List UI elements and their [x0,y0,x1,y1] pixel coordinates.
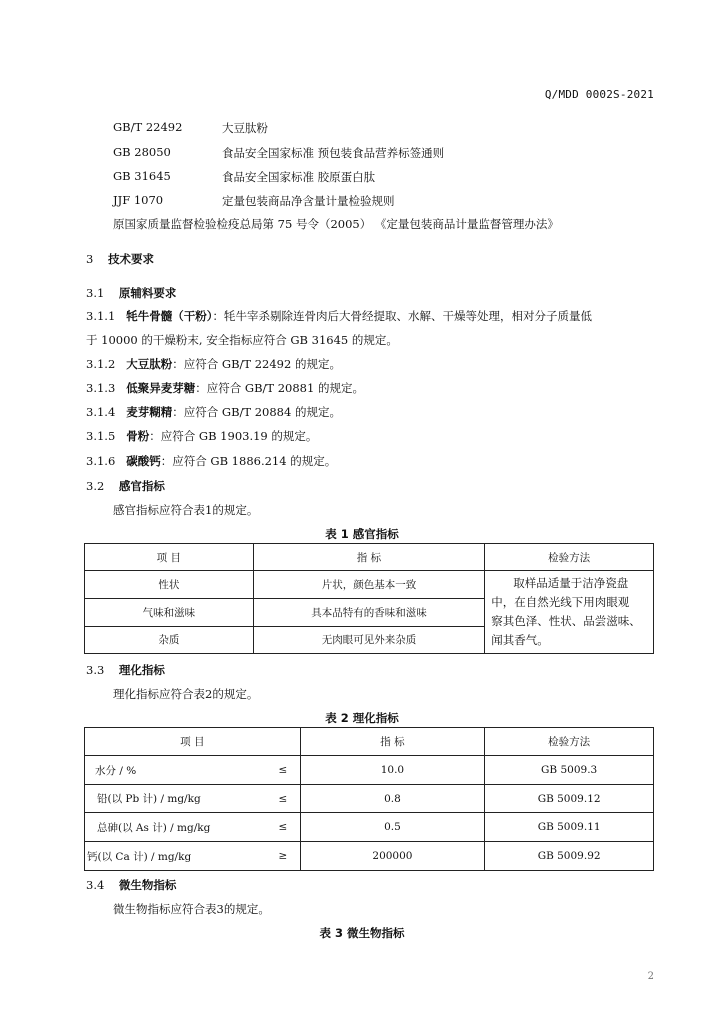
table-cell: 10.0 [300,756,485,785]
item-3-1-4 [86,404,341,420]
item-text: ：应符合 GB 1903.19 的规定。 [149,429,318,443]
reference-code: GB 28050 [113,145,171,159]
item-text: ：应符合 GB/T 20884 的规定。 [172,405,341,419]
section-heading-3 [86,251,154,267]
section-title: 技术要求 [107,252,154,266]
table-header-row [85,544,654,571]
item-number: 3.1.4 [86,405,116,419]
table-row [85,813,654,842]
section-intro: 理化指标应符合表2的规定。 [113,687,259,701]
item-name: 牦牛骨髓（干粉） [126,309,213,323]
table-2-caption: 表 2 理化指标 [325,711,399,725]
table-row [85,842,654,871]
item-text: ：应符合 GB/T 22492 的规定。 [172,357,341,371]
item-number: 3.1.6 [86,454,116,468]
reference-title: 食品安全国家标准 胶原蛋白肽 [222,170,376,184]
section-number: 3.4 [86,878,105,892]
reference-code: GB 31645 [113,169,171,183]
item-3-1-1-continued: 于 10000 的干燥粉末, 安全指标应符合 GB 31645 的规定。 [86,333,398,347]
header-cell: 检验方法 [485,728,654,756]
section-number: 3.2 [86,479,105,493]
section-number: 3 [86,252,94,266]
method-line: 闻其香气。 [491,633,549,647]
header-cell: 项 目 [85,728,301,756]
table-cell: 总砷(以 As 计) / mg/kg [85,813,267,842]
item-name: 骨粉 [126,429,150,443]
reference-title: 定量包装商品净含量计量检验规则 [222,194,395,208]
method-cell [485,571,654,654]
item-number: 3.1.2 [86,357,116,371]
item-text: ：应符合 GB/T 20881 的规定。 [195,381,364,395]
section-intro: 感官指标应符合表1的规定。 [113,503,259,517]
item-3-1-6 [86,453,336,469]
section-title: 微生物指标 [118,878,177,892]
reference-code: JJF 1070 [113,193,164,207]
reference-extra: 原国家质量监督检验检疫总局第 75 号令（2005） 《定量包装商品计量监督管理办法》 [113,217,559,231]
section-title: 理化指标 [118,663,165,677]
table-cell: GB 5009.11 [485,813,654,842]
table-header-row [85,728,654,756]
header-cell: 指 标 [253,544,485,571]
table-cell: 气味和滋味 [85,599,254,626]
table-cell: 具本品特有的香味和滋味 [253,599,485,626]
table-cell: 200000 [300,842,485,871]
table-1 [84,543,654,654]
section-intro: 微生物指标应符合表3的规定。 [113,902,270,916]
method-line: 中，在自然光线下用肉眼观 [491,595,630,609]
section-heading-3-3 [86,662,165,678]
table-cell: 0.5 [300,813,485,842]
item-number: 3.1.5 [86,429,116,443]
section-title: 感官指标 [118,479,165,493]
table-cell: 铅(以 Pb 计) / mg/kg [85,785,267,813]
item-number: 3.1.1 [86,309,116,323]
table-row [85,571,654,599]
table-cell: 杂质 [85,626,254,653]
section-number: 3.1 [86,286,105,300]
table-cell: ≤ [266,756,300,785]
table-cell: 性状 [85,571,254,599]
item-3-1-2 [86,356,341,372]
method-line: 察其色泽、性状、品尝滋味、 [491,614,641,628]
item-3-1-1 [86,308,592,324]
table-cell: ≤ [266,785,300,813]
table-cell: ≥ [266,842,300,871]
item-3-1-5 [86,428,317,444]
header-cell: 检验方法 [485,544,654,571]
table-3-caption: 表 3 微生物指标 [319,926,405,940]
table-row [85,785,654,813]
table-cell: 无肉眼可见外来杂质 [253,626,485,653]
item-name: 低聚异麦芽糖 [126,381,196,395]
item-name: 大豆肽粉 [126,357,173,371]
item-3-1-3 [86,380,364,396]
table-cell: ≤ [266,813,300,842]
section-number: 3.3 [86,663,105,677]
table-cell: 钙(以 Ca 计) / mg/kg [85,842,267,871]
table-cell: GB 5009.3 [485,756,654,785]
table-1-caption: 表 1 感官指标 [325,527,399,541]
section-title: 原辅料要求 [118,286,177,300]
section-heading-3-2 [86,478,165,494]
table-cell: GB 5009.92 [485,842,654,871]
table-cell: GB 5009.12 [485,785,654,813]
reference-title: 大豆肽粉 [222,121,268,135]
section-heading-3-4 [86,877,176,893]
method-line: 取样品适量于洁净瓷盘 [513,576,629,590]
table-row [85,756,654,785]
table-2 [84,727,654,871]
reference-title: 食品安全国家标准 预包装食品营养标签通则 [222,146,445,160]
document-code: Q/MDD 0002S-2021 [544,88,654,101]
section-heading-3-1 [86,285,176,301]
page-number: 2 [647,971,654,982]
item-name: 碳酸钙 [126,454,161,468]
item-name: 麦芽糊精 [126,405,173,419]
item-text: ：牦牛宰杀剔除连骨肉后大骨经提取、水解、干燥等处理，相对分子质量低 [212,309,592,323]
item-number: 3.1.3 [86,381,116,395]
table-cell: 0.8 [300,785,485,813]
header-cell: 指 标 [300,728,485,756]
reference-code: GB/T 22492 [113,120,183,134]
table-cell: 水分 / % [85,756,267,785]
table-cell: 片状，颜色基本一致 [253,571,485,599]
item-text: ：应符合 GB 1886.214 的规定。 [160,454,337,468]
header-cell: 项 目 [85,544,254,571]
